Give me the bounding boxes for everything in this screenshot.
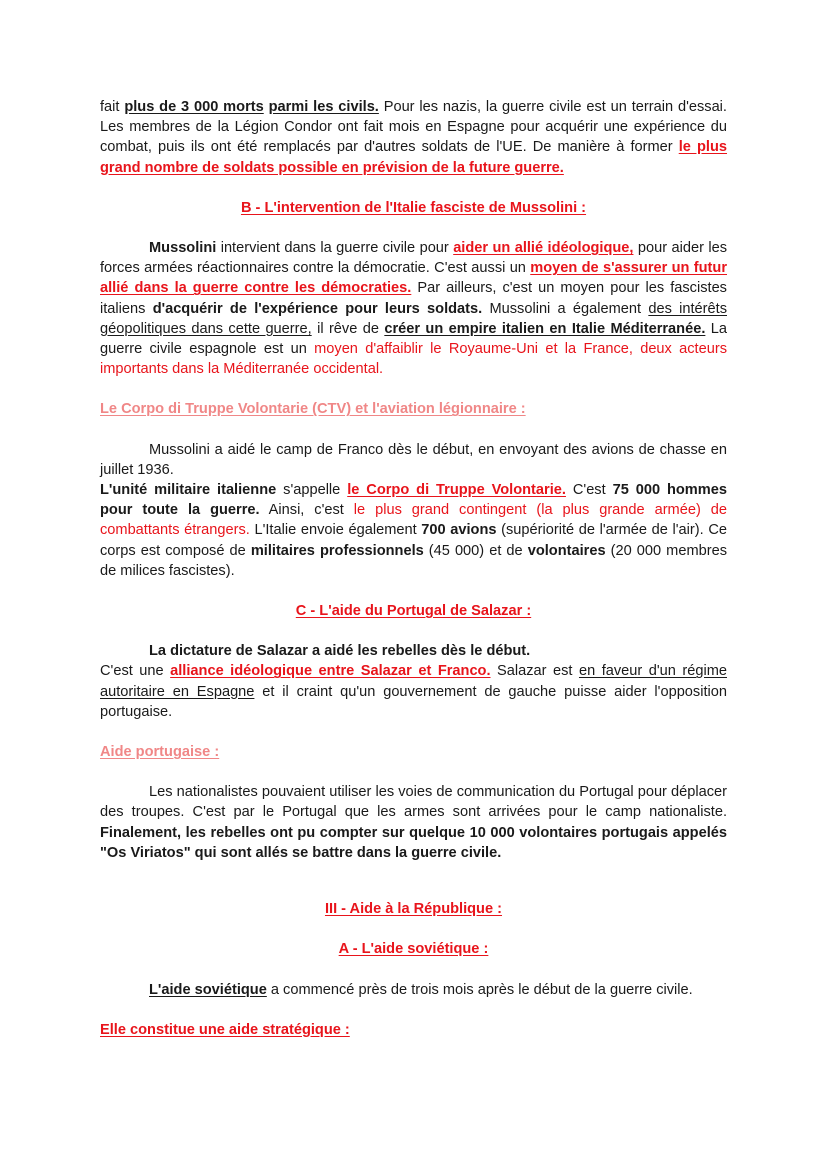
heading-republique xyxy=(100,899,727,919)
text: Mussolini a également xyxy=(482,300,649,317)
text: La guerre civile espagnole est un xyxy=(100,320,727,358)
subsection-title: Le Corpo di Truppe Volontarie (CTV) et l'aviation légionnaire : xyxy=(100,401,526,418)
part-title: III - Aide à la République : xyxy=(324,901,503,918)
text: a commencé près de trois mois après le début de la guerre civile. xyxy=(266,981,693,998)
emphasis-red: le Corpo di Truppe Volontarie. xyxy=(347,482,566,499)
paragraph-alliance xyxy=(100,661,727,722)
bold-text: militaires professionnels xyxy=(250,542,424,559)
heading-aide-portugaise xyxy=(100,742,727,762)
paragraph-salazar: La dictature de Salazar a aidé les rebelles dès le début. xyxy=(149,643,531,660)
text: Les nationalistes pouvaient utiliser les voies de communication du Portugal pour déplacer des troupes. C'est par le Portugal que les armes sont arrivées pour le camp nationaliste. xyxy=(100,784,727,821)
text: pour aider les forces armées réactionnaires contre la démocratie. C'est aussi un xyxy=(100,240,727,277)
paragraph-avions: Mussolini a aidé le camp de Franco dès le début, en envoyant des avions de chasse en juillet 1936. xyxy=(100,441,727,478)
section-title: A - L'aide soviétique : xyxy=(338,941,489,958)
heading-italie xyxy=(100,198,727,218)
bold-text: volontaires xyxy=(527,542,606,559)
emphasis-red: aider un allié idéologique, xyxy=(453,240,634,257)
bold-text: 75 000 hommes pour toute la guerre. xyxy=(100,482,727,519)
text: Salazar est xyxy=(490,663,579,680)
underlined-text: en faveur d'un régime autoritaire en Espagne xyxy=(100,663,727,700)
document-page xyxy=(100,97,727,1040)
red-text: moyen d'affaiblir le Royaume-Uni et la France, deux acteurs importants dans la Méditerranée occidental. xyxy=(100,341,727,378)
text: et il craint qu'un gouvernement de gauche puisse aider l'opposition portugaise. xyxy=(100,683,727,720)
text: L'Italie envoie également xyxy=(249,522,422,539)
emphasis-red: le plus grand nombre de soldats possible en prévision de la future guerre. xyxy=(100,139,727,176)
heading-strategique xyxy=(100,1020,727,1040)
text: (20 000 membres de milices fascistes). xyxy=(100,542,727,579)
subsection-title: Elle constitue une aide stratégique : xyxy=(100,1021,350,1038)
heading-portugal xyxy=(100,601,727,621)
text: (45 000) et de xyxy=(423,542,528,559)
underlined-text: des intérêts géopolitiques dans cette guerre, xyxy=(100,300,727,337)
emphasis-red: alliance idéologique entre Salazar et Franco. xyxy=(170,663,491,680)
red-text: le plus grand contingent (la plus grande armée) de combattants étrangers. xyxy=(100,502,727,539)
paragraph-ctv xyxy=(100,480,727,581)
paragraph-nationalistes xyxy=(100,782,727,863)
heading-ctv xyxy=(100,399,727,419)
emphasis: parmi les civils. xyxy=(268,99,379,115)
text: fait xyxy=(100,99,125,115)
text: C'est une xyxy=(100,663,171,680)
bold-text: Mussolini xyxy=(149,240,217,257)
paragraph-sovietique xyxy=(100,980,727,1000)
text: il rêve de xyxy=(311,320,385,337)
section-title: C - L'aide du Portugal de Salazar : xyxy=(295,603,532,620)
bold-text: 700 avions xyxy=(421,522,497,539)
paragraph-mussolini xyxy=(100,238,727,379)
text: intervient dans la guerre civile pour xyxy=(216,240,454,257)
emphasis: L'aide soviétique xyxy=(149,981,267,998)
heading-sovietique xyxy=(100,939,727,959)
bold-text: d'acquérir de l'expérience pour leurs soldats. xyxy=(152,300,483,317)
bold-text: L'unité militaire italienne xyxy=(100,482,277,499)
bold-text: Finalement, les rebelles ont pu compter sur quelque 10 000 volontaires portugais appelés "Os Viriatos" qui sont allés se battre dans la guerre civile. xyxy=(100,824,727,861)
text: s'appelle xyxy=(276,482,348,499)
emphasis-red: moyen de s'assurer un futur allié dans la guerre contre les démocraties. xyxy=(100,260,727,297)
emphasis: créer un empire italien en Italie Méditerranée. xyxy=(384,320,706,337)
text: (supériorité de l'armée de l'air). Ce corps est composé de xyxy=(100,522,727,559)
subsection-title: Aide portugaise : xyxy=(100,744,220,761)
paragraph-allemagne xyxy=(100,97,727,178)
text: Pour les nazis, la guerre civile est un terrain d'essai. Les membres de la Légion Condor ont fait mois en Espagne pour acquérir une expérience du combat, puis ils ont été remplacés par d'autres soldats de l'UE. De manière à former xyxy=(100,99,727,156)
section-title: B - L'intervention de l'Italie fasciste de Mussolini : xyxy=(240,199,587,216)
text: Par ailleurs, c'est un moyen pour les fascistes italiens xyxy=(100,280,727,317)
text: Ainsi, c'est xyxy=(259,502,354,519)
emphasis: plus de 3 000 morts xyxy=(124,99,264,115)
text: C'est xyxy=(565,482,613,499)
